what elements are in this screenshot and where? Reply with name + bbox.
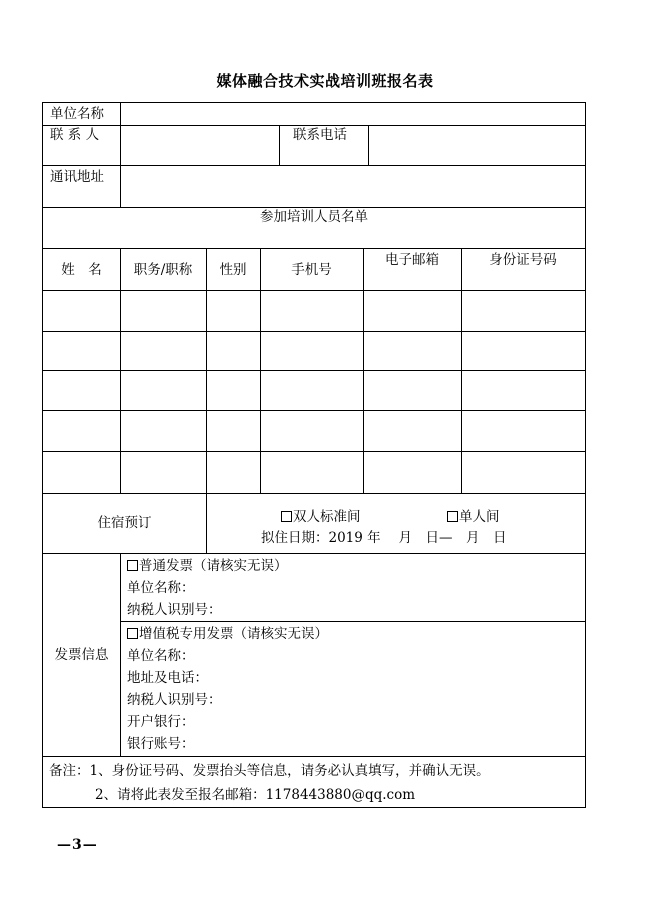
column-line: [368, 125, 369, 165]
column-line: [206, 248, 207, 553]
lodging-dates: 拟住日期：2019 年 月 日— 月 日: [261, 530, 507, 546]
participants-header: 参加培训人员名单: [260, 209, 368, 225]
row-line: [43, 331, 585, 332]
lodging-single-option[interactable]: [447, 511, 500, 525]
contact-phone-label: 联系电话: [293, 127, 347, 143]
row-line: [43, 290, 585, 291]
checkbox-icon[interactable]: [447, 511, 458, 522]
checkbox-icon[interactable]: [127, 560, 138, 571]
row-line: [43, 451, 585, 452]
normal-invoice-tax-id: 纳税人识别号：: [127, 602, 222, 618]
row-line: [43, 165, 585, 166]
unit-name-label: 单位名称: [50, 106, 104, 122]
row-line: [43, 370, 585, 371]
column-header-position: 职务/职称: [133, 262, 193, 278]
lodging-double-label: 双人标准间: [293, 509, 361, 525]
contact-person-label: 联 系 人: [50, 127, 100, 143]
vat-invoice-unit: 单位名称：: [127, 648, 195, 664]
column-line: [120, 165, 121, 207]
normal-invoice-title: 普通发票（请核实无误）: [139, 558, 288, 574]
lodging-single-label: 单人间: [459, 509, 500, 525]
row-line: [43, 493, 585, 494]
vat-invoice-account: 银行账号：: [127, 736, 195, 752]
column-line: [260, 248, 261, 493]
column-header-id-number: 身份证号码: [489, 252, 557, 268]
normal-invoice-option[interactable]: [127, 560, 288, 574]
vat-invoice-address: 地址及电话：: [127, 670, 208, 686]
note-line-2: 2、请将此表发至报名邮箱：1178443880@qq.com: [95, 787, 416, 803]
checkbox-icon[interactable]: [281, 511, 292, 522]
vat-invoice-bank: 开户银行：: [127, 714, 195, 730]
column-line: [279, 125, 280, 165]
column-line: [461, 248, 462, 493]
address-label: 通讯地址: [50, 169, 104, 185]
row-line: [120, 621, 585, 622]
form-title: 媒体融合技术实战培训班报名表: [216, 72, 434, 90]
lodging-double-option[interactable]: [281, 511, 361, 525]
column-line: [120, 248, 121, 493]
row-line: [43, 756, 585, 757]
lodging-label: 住宿预订: [97, 515, 152, 531]
column-header-name: 姓 名: [61, 262, 102, 278]
row-line: [43, 248, 585, 249]
vat-invoice-title: 增值税专用发票（请核实无误）: [139, 626, 328, 642]
column-line: [120, 553, 121, 756]
row-line: [43, 410, 585, 411]
column-line: [120, 103, 121, 165]
normal-invoice-unit: 单位名称：: [127, 580, 195, 596]
row-line: [43, 125, 585, 126]
column-header-email: 电子邮箱: [385, 252, 439, 268]
checkbox-icon[interactable]: [127, 628, 138, 639]
column-line: [363, 248, 364, 493]
invoice-label: 发票信息: [54, 647, 109, 663]
row-line: [43, 207, 585, 208]
page-number: —3—: [57, 837, 98, 853]
row-line: [43, 553, 585, 554]
vat-invoice-tax-id: 纳税人识别号：: [127, 692, 222, 708]
vat-invoice-option[interactable]: [127, 628, 328, 642]
column-header-gender: 性别: [219, 262, 247, 278]
note-line-1: 备注：1、身份证号码、发票抬头等信息，请务必认真填写，并确认无误。: [49, 763, 490, 779]
registration-form: [42, 102, 586, 808]
column-header-mobile: 手机号: [291, 262, 332, 278]
